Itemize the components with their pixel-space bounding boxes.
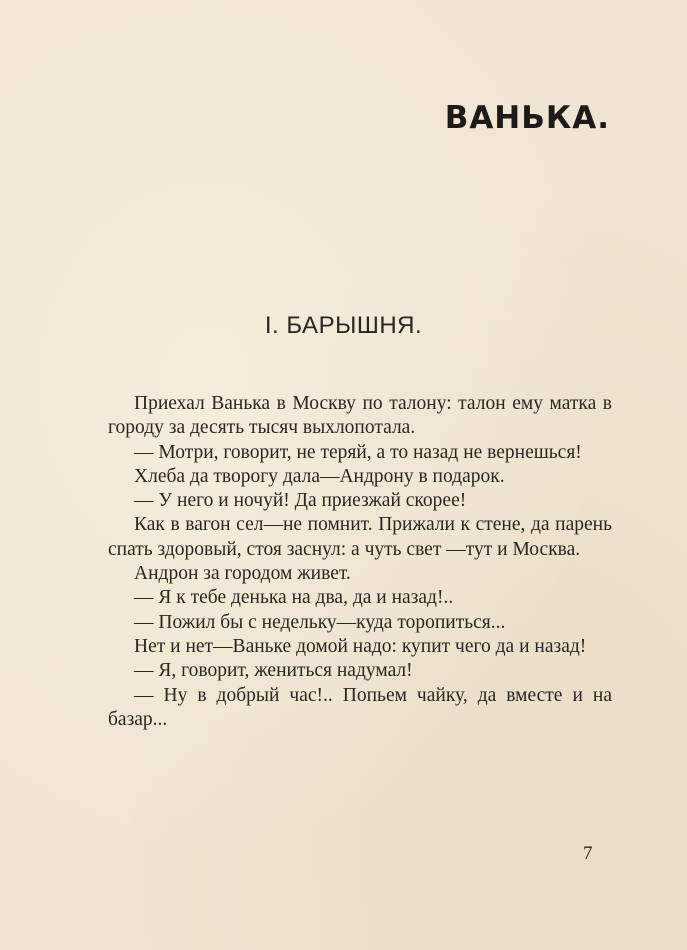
paragraph: — У него и ночуй! Да приезжай скорее!	[134, 490, 467, 512]
paragraph: — Ну в добрый час!.. Попьем чайку, да вместе и на базар...	[108, 684, 612, 730]
paragraph: Как в вагон сел—не помнит. Прижали к стене, да парень спать здоровый, стоя заснул: а чуть свет —тут и Москва.	[108, 514, 612, 560]
page-number: 7	[583, 843, 593, 864]
paragraph: — Я к тебе денька на два, да и назад!..	[134, 587, 454, 609]
paragraph: — Мотри, говорит, не теряй, а то назад не вернешься!	[134, 441, 582, 463]
paragraph: Хлеба да творогу дала—Андрону в подарок.	[134, 465, 505, 487]
paragraph: Нет и нет—Ваньке домой надо: купит чего да и назад!	[134, 635, 587, 657]
paragraph: Приехал Ванька в Москву по талону: талон ему матка в городу за десять тысяч выхлопотала.	[108, 393, 612, 439]
paragraph: — Я, говорит, жениться надумал!	[134, 660, 413, 682]
story-title: ВАНЬКА.	[444, 100, 610, 136]
paragraph: — Пожил бы с недельку—куда торопиться...	[134, 611, 506, 633]
paragraph: Андрон за городом живет.	[134, 563, 351, 585]
body-text	[108, 392, 612, 732]
chapter-title: I. БАРЫШНЯ.	[264, 312, 423, 339]
